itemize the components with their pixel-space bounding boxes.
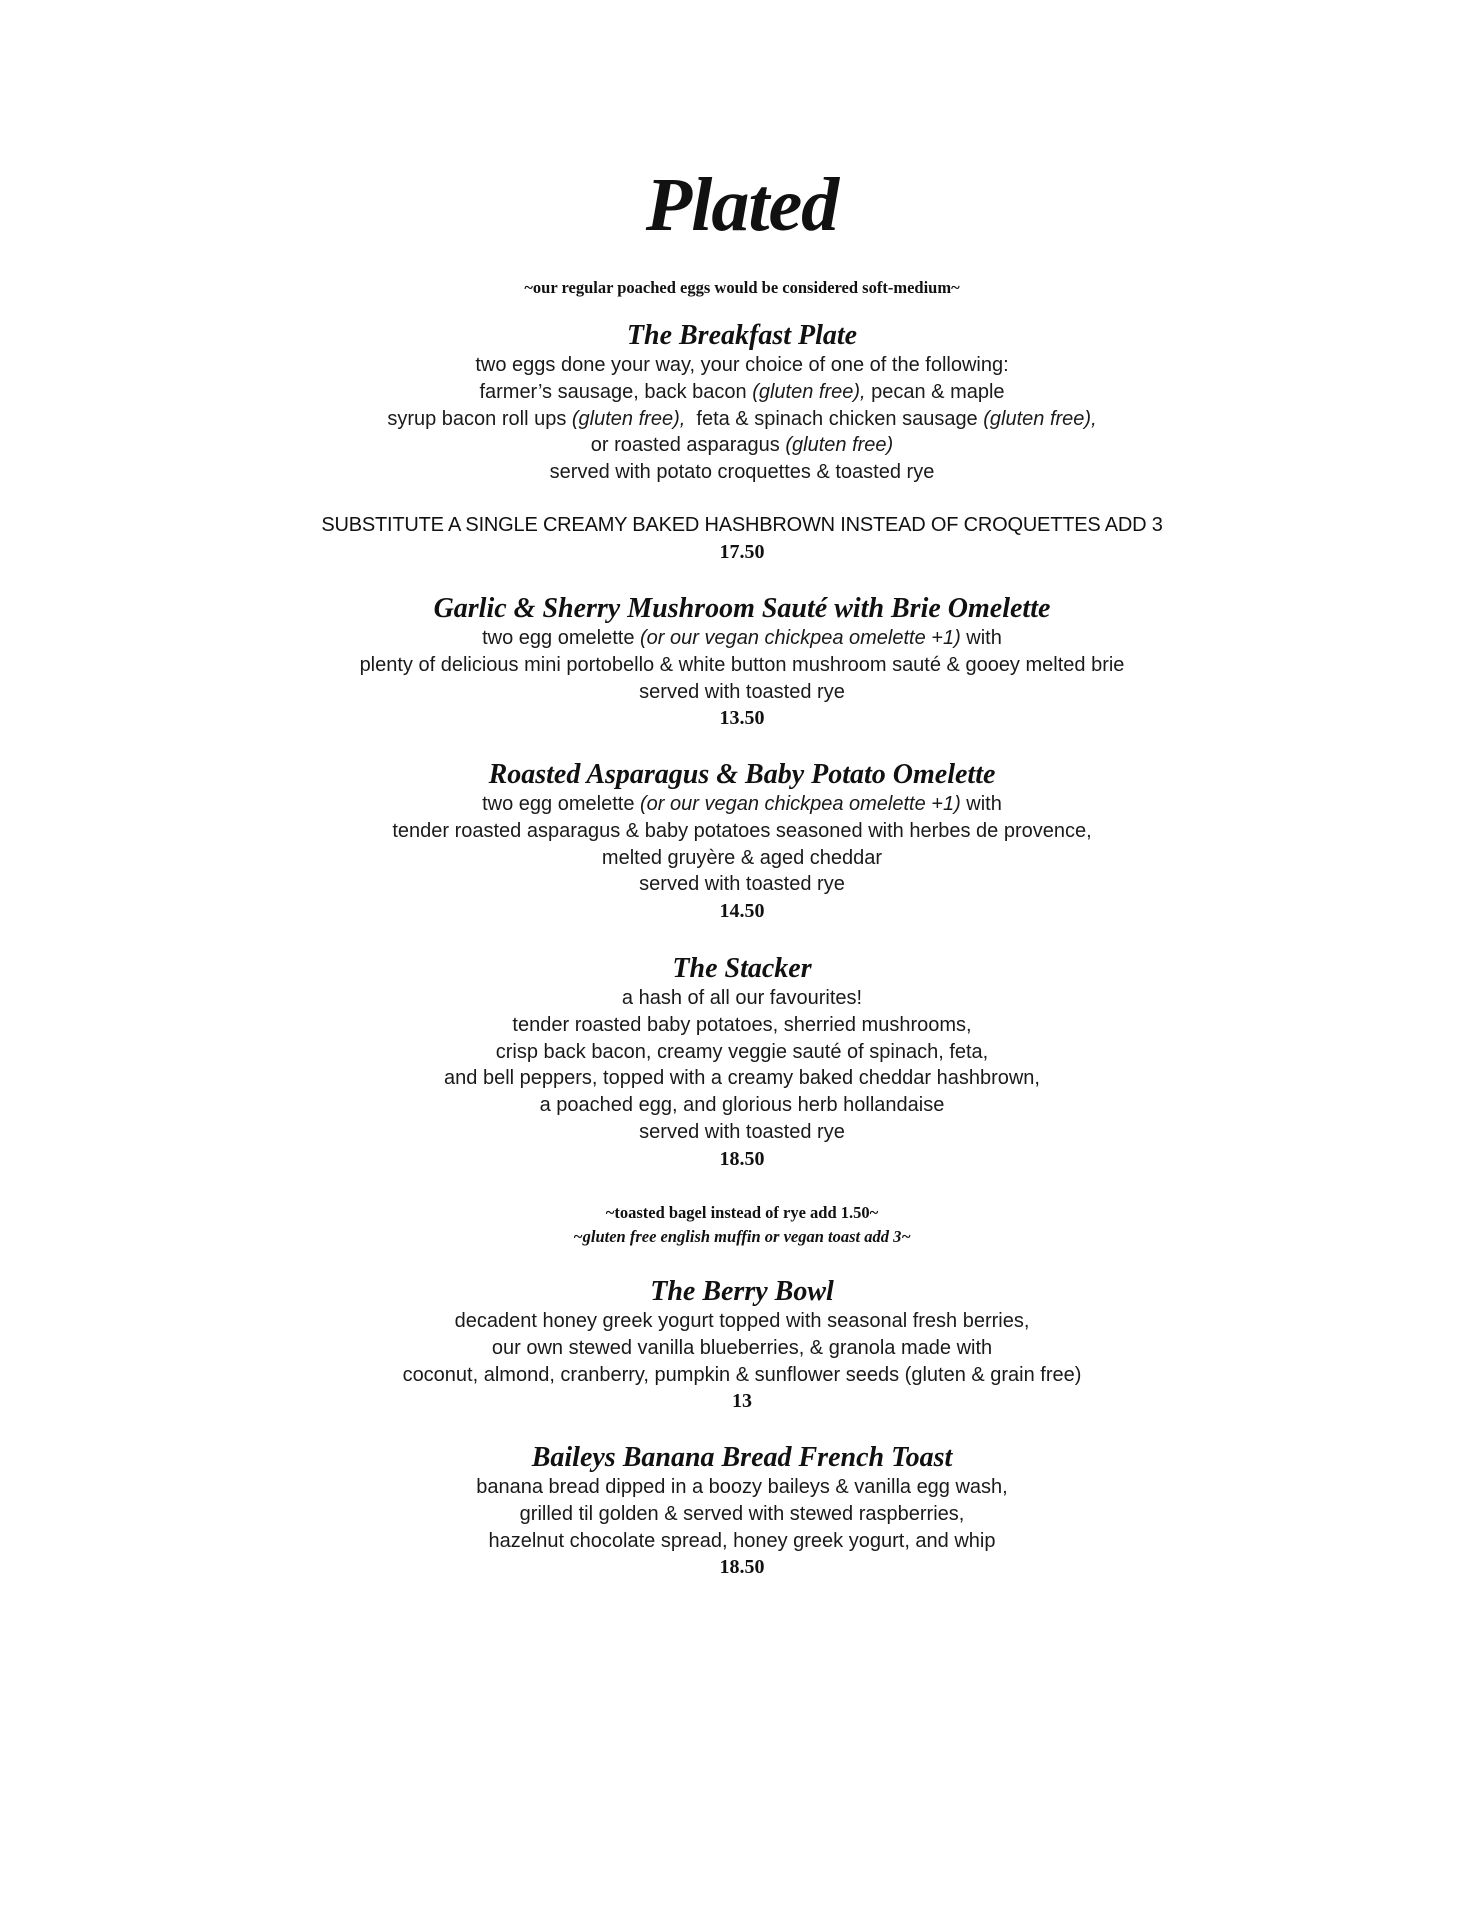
item-description-line: or roasted asparagus (gluten free) — [590, 434, 894, 457]
item-price: 18.50 — [719, 1147, 765, 1170]
item-description-line: melted gruyère & aged cheddar — [601, 846, 883, 869]
item-name: Baileys Banana Bread French Toast — [531, 1442, 953, 1473]
item-name: Garlic & Sherry Mushroom Sauté with Brie Omelette — [433, 593, 1051, 624]
item-price: 13.50 — [719, 707, 765, 730]
item-description-line: a poached egg, and glorious herb hollandaise — [539, 1094, 945, 1117]
menu-item-berry-bowl — [200, 1274, 1284, 1415]
item-description-line: hazelnut chocolate spread, honey greek yogurt, and whip — [488, 1529, 996, 1552]
poached-eggs-note: ~our regular poached eggs would be considered soft-medium~ — [524, 278, 960, 297]
page-title: Plated — [645, 163, 839, 247]
item-description-line: tender roasted baby potatoes, sherried mushrooms, — [512, 1013, 972, 1036]
item-description-line: grilled til golden & served with stewed raspberries, — [519, 1502, 965, 1525]
bread-options-note — [0, 1201, 1484, 1249]
item-description-line: two egg omelette (or our vegan chickpea omelette +1) with — [482, 793, 1002, 815]
item-description-line: and bell peppers, topped with a creamy baked cheddar hashbrown, — [444, 1067, 1040, 1090]
item-description-line: plenty of delicious mini portobello & white button mushroom sauté & gooey melted brie — [359, 653, 1125, 676]
item-description-line: served with toasted rye — [639, 1120, 845, 1143]
item-description-line: tender roasted asparagus & baby potatoes seasoned with herbes de provence, — [392, 819, 1092, 842]
item-description-line: decadent honey greek yogurt topped with seasonal fresh berries, — [454, 1310, 1030, 1332]
item-description-line: crisp back bacon, creamy veggie sauté of spinach, feta, — [495, 1040, 989, 1063]
menu-item-stacker — [200, 951, 1284, 1173]
item-price: 13 — [732, 1390, 752, 1413]
item-description-line: a hash of all our favourites! — [621, 987, 863, 1009]
menu-item-mushroom-omelette — [200, 591, 1284, 732]
bagel-note: ~toasted bagel instead of rye add 1.50~ — [605, 1203, 879, 1222]
item-description-line: syrup bacon roll ups (gluten free), feta & spinach chicken sausage (gluten free), — [387, 407, 1097, 430]
item-description-line: coconut, almond, cranberry, pumpkin & sunflower seeds (gluten & grain free) — [402, 1363, 1082, 1386]
item-description-line: farmer’s sausage, back bacon (gluten free), pecan & maple — [479, 380, 1005, 403]
menu-item-asparagus-omelette — [200, 757, 1284, 925]
substitute-note: SUBSTITUTE A SINGLE CREAMY BAKED HASHBROWN INSTEAD OF CROQUETTES ADD 3 — [321, 513, 1163, 536]
item-description-line: served with toasted rye — [639, 680, 845, 703]
menu-item-breakfast-plate — [200, 318, 1284, 566]
item-name: The Breakfast Plate — [626, 320, 858, 351]
item-description-line: our own stewed vanilla blueberries, & granola made with — [491, 1336, 993, 1359]
item-price: 14.50 — [719, 900, 765, 923]
item-name: The Stacker — [672, 953, 812, 984]
gluten-free-note: ~gluten free english muffin or vegan toast add 3~ — [573, 1227, 911, 1246]
menu-item-french-toast — [200, 1440, 1284, 1581]
item-name: The Berry Bowl — [650, 1276, 834, 1307]
item-description-line: banana bread dipped in a boozy baileys & vanilla egg wash, — [476, 1476, 1008, 1498]
item-description-line: two egg omelette (or our vegan chickpea omelette +1) with — [482, 627, 1002, 649]
item-price: 18.50 — [719, 1556, 765, 1579]
item-price: 17.50 — [719, 540, 765, 563]
item-description-line: two eggs done your way, your choice of one of the following: — [475, 354, 1009, 376]
item-description-line: served with potato croquettes & toasted rye — [549, 461, 935, 484]
item-description-line: served with toasted rye — [639, 873, 845, 896]
item-name: Roasted Asparagus & Baby Potato Omelette — [488, 759, 996, 790]
